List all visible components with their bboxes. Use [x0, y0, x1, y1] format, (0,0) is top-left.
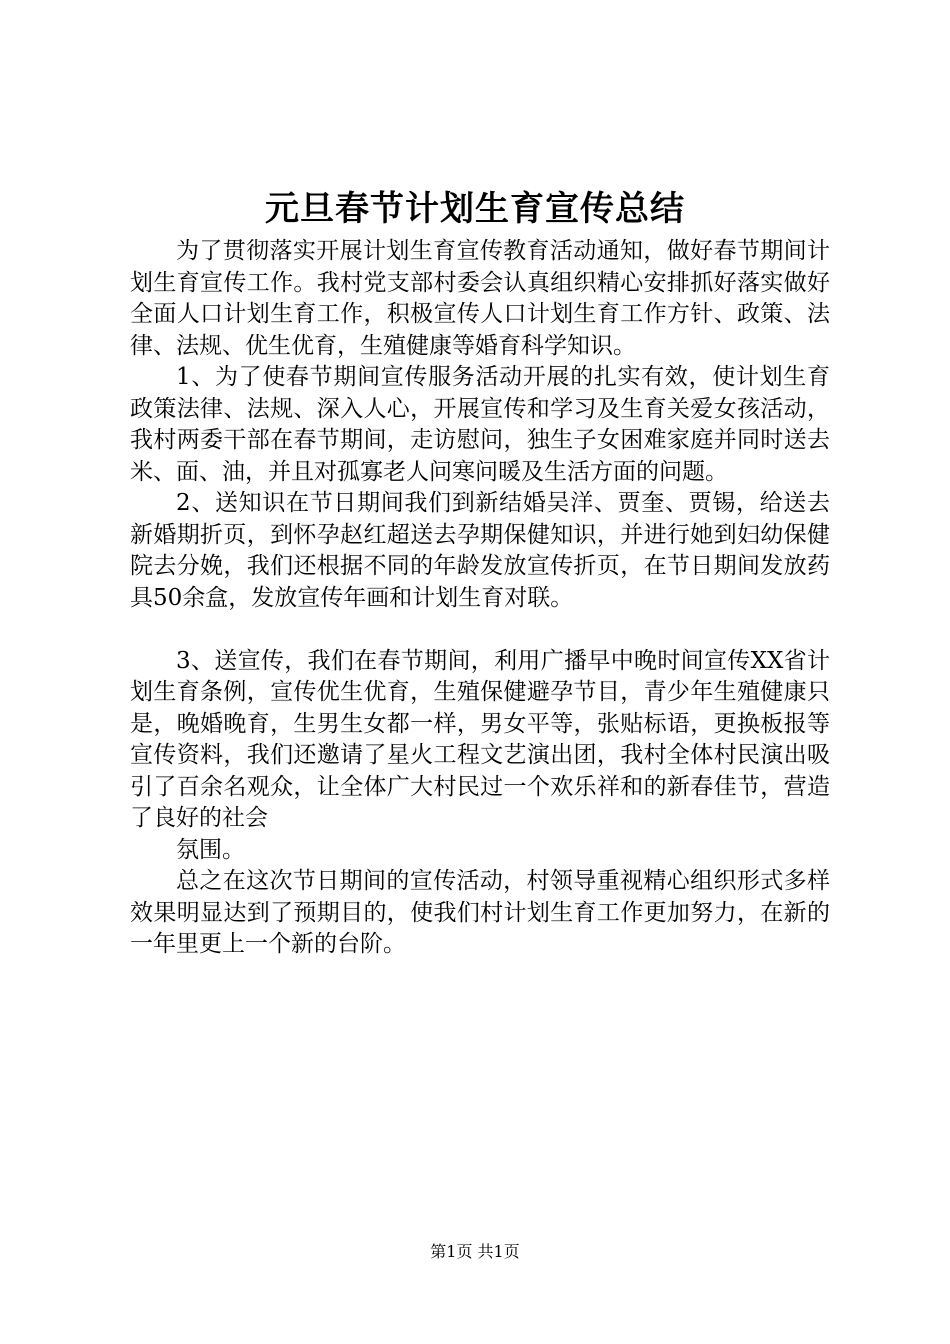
paragraph-item-1: 1、为了使春节期间宣传服务活动开展的扎实有效，使计划生育政策法律、法规、深入人心，开展宣传和学习及生育关爱女孩活动，我村两委干部在春节期间，走访慰问，独生子女困难家庭并同时送去米、面、油，并且对孤寡老人问寒问暖及生活方面的问题。: [130, 364, 830, 485]
page-footer: 第1页 共1页: [430, 1242, 520, 1261]
paragraph-item-3-continuation: 氛围。: [176, 836, 245, 863]
blank-line: [130, 614, 830, 646]
document-body: [130, 236, 830, 961]
paragraph-conclusion: 总之在这次节日期间的宣传活动，村领导重视精心组织形式多样效果明显达到了预期目的，使我们村计划生育工作更加努力，在新的一年里更上一个新的台阶。: [130, 868, 830, 957]
paragraph-item-3: 3、送宣传，我们在春节期间，利用广播早中晚时间宣传XX省计划生育条例，宣传优生优育，生殖保健避孕节目，青少年生殖健康只是，晚婚晚育，生男生女都一样，男女平等，张贴标语，更换板报等宣传资料，我们还邀请了星火工程文艺演出团，我村全体村民演出吸引了百余名观众，让全体广大村民过一个欢乐祥和的新春佳节，营造了良好的社会: [130, 647, 830, 831]
paragraph-item-2: 2、送知识在节日期间我们到新结婚吴洋、贾奎、贾锡，给送去新婚期折页，到怀孕赵红超送去孕期保健知识，并进行她到妇幼保健院去分娩，我们还根据不同的年龄发放宣传折页，在节日期间发放药具50余盒，发放宣传年画和计划生育对联。: [130, 490, 830, 611]
document-title: 元旦春节计划生育宣传总结: [265, 189, 685, 229]
paragraph-intro: 为了贯彻落实开展计划生育宣传教育活动通知，做好春节期间计划生育宣传工作。我村党支部村委会认真组织精心安排抓好落实做好全面人口计划生育工作，积极宣传人口计划生育工作方针、政策、法律、法规、优生优育，生殖健康等婚育科学知识。: [130, 238, 830, 359]
